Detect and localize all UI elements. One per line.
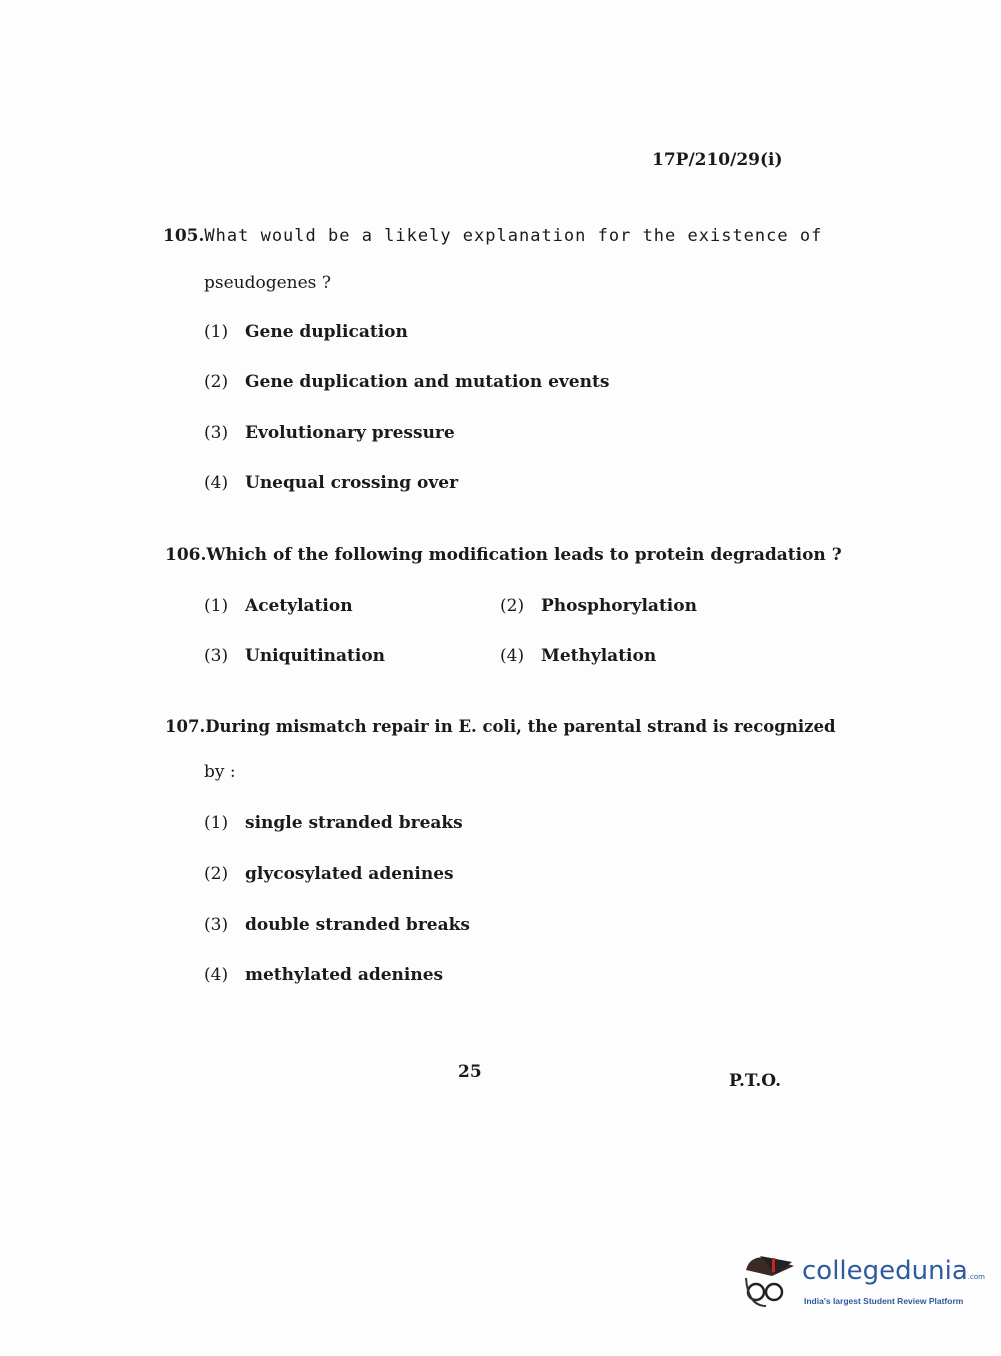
pto-label: P.T.O. bbox=[729, 1071, 781, 1091]
question-106: 106.Which of the following modification leads to protein degradation ? bbox=[165, 545, 842, 565]
question-number: 105. bbox=[163, 226, 205, 246]
question-text-cont: pseudogenes ? bbox=[204, 273, 331, 293]
question-107: 107.During mismatch repair in E. coli, the parental strand is recognized bbox=[165, 717, 836, 736]
paper-code: 17P/210/29(i) bbox=[652, 150, 783, 170]
option: (3) Evolutionary pressure bbox=[204, 423, 455, 443]
brand-tagline: India's largest Student Review Platform bbox=[804, 1296, 964, 1306]
option: (3) Uniquitination bbox=[204, 646, 386, 666]
option: (3) double stranded breaks bbox=[204, 915, 470, 935]
question-105 bbox=[163, 226, 822, 246]
question-text: What would be a likely explanation for the existence of bbox=[204, 226, 823, 246]
option: (2) Gene duplication and mutation events bbox=[204, 372, 610, 392]
option: (4) methylated adenines bbox=[204, 965, 444, 985]
option: (4) Unequal crossing over bbox=[204, 473, 459, 493]
option: (4) Methylation bbox=[500, 646, 657, 666]
option: (1) Gene duplication bbox=[204, 322, 408, 342]
question-text-cont: by : bbox=[204, 762, 236, 782]
mascot-icon bbox=[742, 1248, 800, 1310]
collegedunia-logo bbox=[742, 1248, 985, 1318]
option: (2) glycosylated adenines bbox=[204, 864, 454, 884]
brand-name: collegedunia.com bbox=[802, 1256, 985, 1286]
option: (2) Phosphorylation bbox=[500, 596, 697, 616]
option: (1) single stranded breaks bbox=[204, 813, 463, 833]
option: (1) Acetylation bbox=[204, 596, 353, 616]
page-number: 25 bbox=[458, 1062, 482, 1082]
